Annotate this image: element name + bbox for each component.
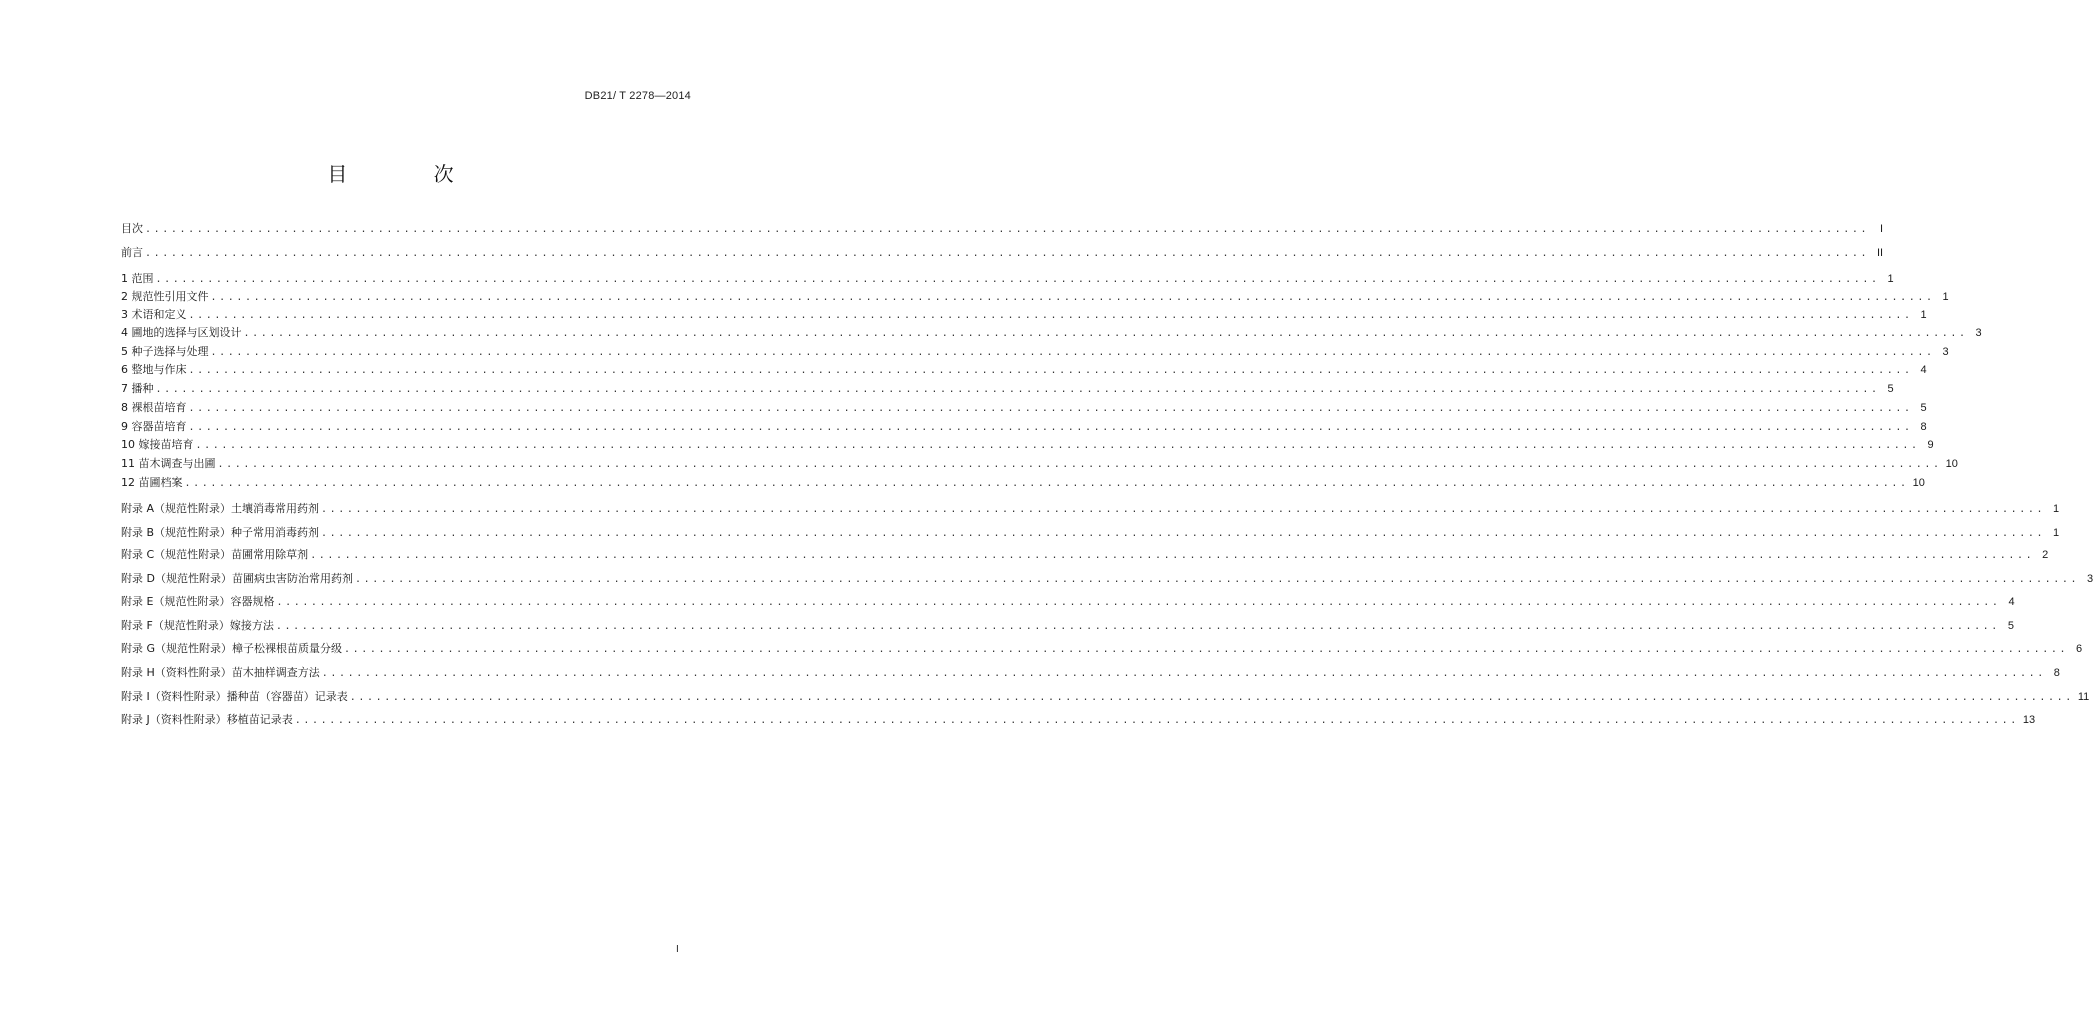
toc-entry-page: 8 [1920, 421, 1927, 433]
toc-entry[interactable] [121, 524, 2060, 542]
toc-entry-label: 7 播种 [121, 382, 154, 395]
toc-entry-label: 附录 A（规范性附录）土壤消毒常用药剂 [121, 502, 320, 515]
toc-dot-leader: ........................................................................................................................................................................................................ [349, 692, 2074, 703]
toc-entry-page: 3 [1975, 327, 1982, 339]
toc-entry-page: II [1876, 247, 1884, 259]
toc-entry-page: 1 [1887, 273, 1894, 285]
toc-entry[interactable] [121, 343, 1949, 361]
toc-entry[interactable] [121, 288, 1949, 306]
toc-entry[interactable] [121, 500, 2060, 518]
toc-entry-page: I [1880, 223, 1884, 235]
toc-entry-label: 3 术语和定义 [121, 308, 187, 321]
toc-entry-page: 8 [2053, 667, 2060, 679]
toc-entry-page: 5 [1920, 402, 1927, 414]
toc-dot-leader: ........................................................................................................................................................................................................ [321, 668, 2046, 679]
toc-entry[interactable] [121, 436, 1934, 454]
toc-dot-leader: ........................................................................................................................................................................................................ [195, 440, 1920, 451]
toc-entry[interactable] [121, 399, 1927, 417]
toc-dot-leader: ........................................................................................................................................................................................................ [155, 274, 1880, 285]
toc-dot-leader: ........................................................................................................................................................................................................ [344, 644, 2069, 655]
toc-entry-label: 10 嫁接苗培育 [121, 438, 194, 451]
toc-entry-page: 5 [1887, 383, 1894, 395]
toc-dot-leader: ........................................................................................................................................................................................................ [155, 384, 1880, 395]
toc-entry-page: 10 [1945, 458, 1958, 470]
toc-entry[interactable] [121, 688, 2090, 706]
toc-entry-label: 附录 I（资料性附录）播种苗（容器苗）记录表 [121, 690, 348, 703]
toc-entry-label: 附录 J（资料性附录）移植苗记录表 [121, 713, 293, 726]
toc-entry[interactable] [121, 220, 1884, 238]
toc-entry[interactable] [121, 418, 1927, 436]
toc-dot-leader: ........................................................................................................................................................................................................ [210, 292, 1935, 303]
standard-code: DB21/ T 2278—2014 [584, 90, 691, 102]
toc-entry[interactable] [121, 455, 1958, 473]
toc-entry-page: 13 [2022, 714, 2036, 726]
toc-dot-leader: ........................................................................................................................................................................................................ [145, 248, 1870, 259]
toc-dot-leader: ........................................................................................................................................................................................................ [294, 715, 2019, 726]
toc-entry[interactable] [121, 270, 1894, 288]
toc-entry-page: 1 [1942, 291, 1949, 303]
toc-entry[interactable] [121, 474, 1925, 492]
toc-entry-page: 2 [2042, 549, 2049, 561]
toc-dot-leader: ........................................................................................................................................................................................................ [310, 550, 2035, 561]
toc-dot-leader: ........................................................................................................................................................................................................ [243, 328, 1968, 339]
toc-dot-leader: ........................................................................................................................................................................................................ [276, 597, 2001, 608]
toc-entry-page: 11 [2077, 691, 2090, 703]
toc-entry[interactable] [121, 244, 1884, 262]
toc-entry-label: 5 种子选择与处理 [121, 345, 209, 358]
toc-entry-page: 3 [1942, 346, 1949, 358]
toc-dot-leader: ........................................................................................................................................................................................................ [188, 310, 1913, 321]
toc-dot-leader: ........................................................................................................................................................................................................ [188, 403, 1913, 414]
toc-dot-leader: ........................................................................................................................................................................................................ [188, 422, 1913, 433]
toc-dot-leader: ........................................................................................................................................................................................................ [184, 478, 1909, 489]
toc-entry-page: 1 [1920, 309, 1927, 321]
toc-entry-label: 附录 B（规范性附录）种子常用消毒药剂 [121, 526, 320, 539]
page-number: I [676, 944, 679, 955]
toc-entry-label: 11 苗木调查与出圃 [121, 457, 216, 470]
toc-entry-page: 9 [1927, 439, 1934, 451]
toc-entry-label: 附录 D（规范性附录）苗圃病虫害防治常用药剂 [121, 572, 353, 585]
toc-dot-leader: ........................................................................................................................................................................................................ [321, 528, 2046, 539]
toc-dot-leader: ........................................................................................................................................................................................................ [188, 365, 1913, 376]
toc-entry-label: 9 容器苗培育 [121, 420, 187, 433]
toc-entry-page: 1 [2053, 527, 2060, 539]
toc-entry[interactable] [121, 306, 1927, 324]
toc-entry[interactable] [121, 617, 2014, 635]
toc-entry[interactable] [121, 640, 2083, 658]
toc-entry[interactable] [121, 324, 1982, 342]
toc-entry[interactable] [121, 593, 2015, 611]
toc-entry-label: 附录 E（规范性附录）容器规格 [121, 595, 275, 608]
toc-entry-label: 12 苗圃档案 [121, 476, 183, 489]
toc-entry-label: 8 裸根苗培育 [121, 401, 187, 414]
toc-entry-label: 附录 G（规范性附录）樟子松裸根苗质量分级 [121, 642, 343, 655]
toc-entry-page: 4 [2008, 596, 2015, 608]
toc-entry-label: 2 规范性引用文件 [121, 290, 209, 303]
toc-dot-leader: ........................................................................................................................................................................................................ [275, 621, 2000, 632]
toc-dot-leader: ........................................................................................................................................................................................................ [145, 224, 1870, 235]
page-title: 目 次 [327, 162, 494, 186]
toc-dot-leader: ........................................................................................................................................................................................................ [354, 574, 2080, 585]
toc-entry-label: 前言 [121, 246, 143, 259]
toc-dot-leader: ........................................................................................................................................................................................................ [321, 504, 2046, 515]
toc-entry[interactable] [121, 546, 2049, 564]
toc-dot-leader: ........................................................................................................................................................................................................ [217, 459, 1942, 470]
toc-entry-page: 10 [1912, 477, 1925, 489]
toc-entry[interactable] [121, 711, 2036, 729]
toc-entry-label: 目次 [121, 222, 143, 235]
toc-entry-label: 附录 F（规范性附录）嫁接方法 [121, 619, 274, 632]
toc-entry[interactable] [121, 664, 2060, 682]
toc-entry[interactable] [121, 570, 2093, 588]
toc-entry[interactable] [121, 361, 1927, 379]
toc-entry-label: 6 整地与作床 [121, 363, 187, 376]
toc-entry-page: 3 [2086, 573, 2093, 585]
toc-entry-page: 4 [1920, 364, 1927, 376]
toc-entry[interactable] [121, 380, 1894, 398]
toc-entry-page: 5 [2007, 620, 2014, 632]
toc-entry-label: 附录 C（规范性附录）苗圃常用除草剂 [121, 548, 309, 561]
toc-entry-page: 1 [2053, 503, 2060, 515]
toc-entry-label: 附录 H（资料性附录）苗木抽样调查方法 [121, 666, 320, 679]
toc-entry-label: 4 圃地的选择与区划设计 [121, 326, 242, 339]
toc-entry-page: 6 [2076, 643, 2083, 655]
toc-entry-label: 1 范围 [121, 272, 154, 285]
toc-dot-leader: ........................................................................................................................................................................................................ [210, 347, 1935, 358]
